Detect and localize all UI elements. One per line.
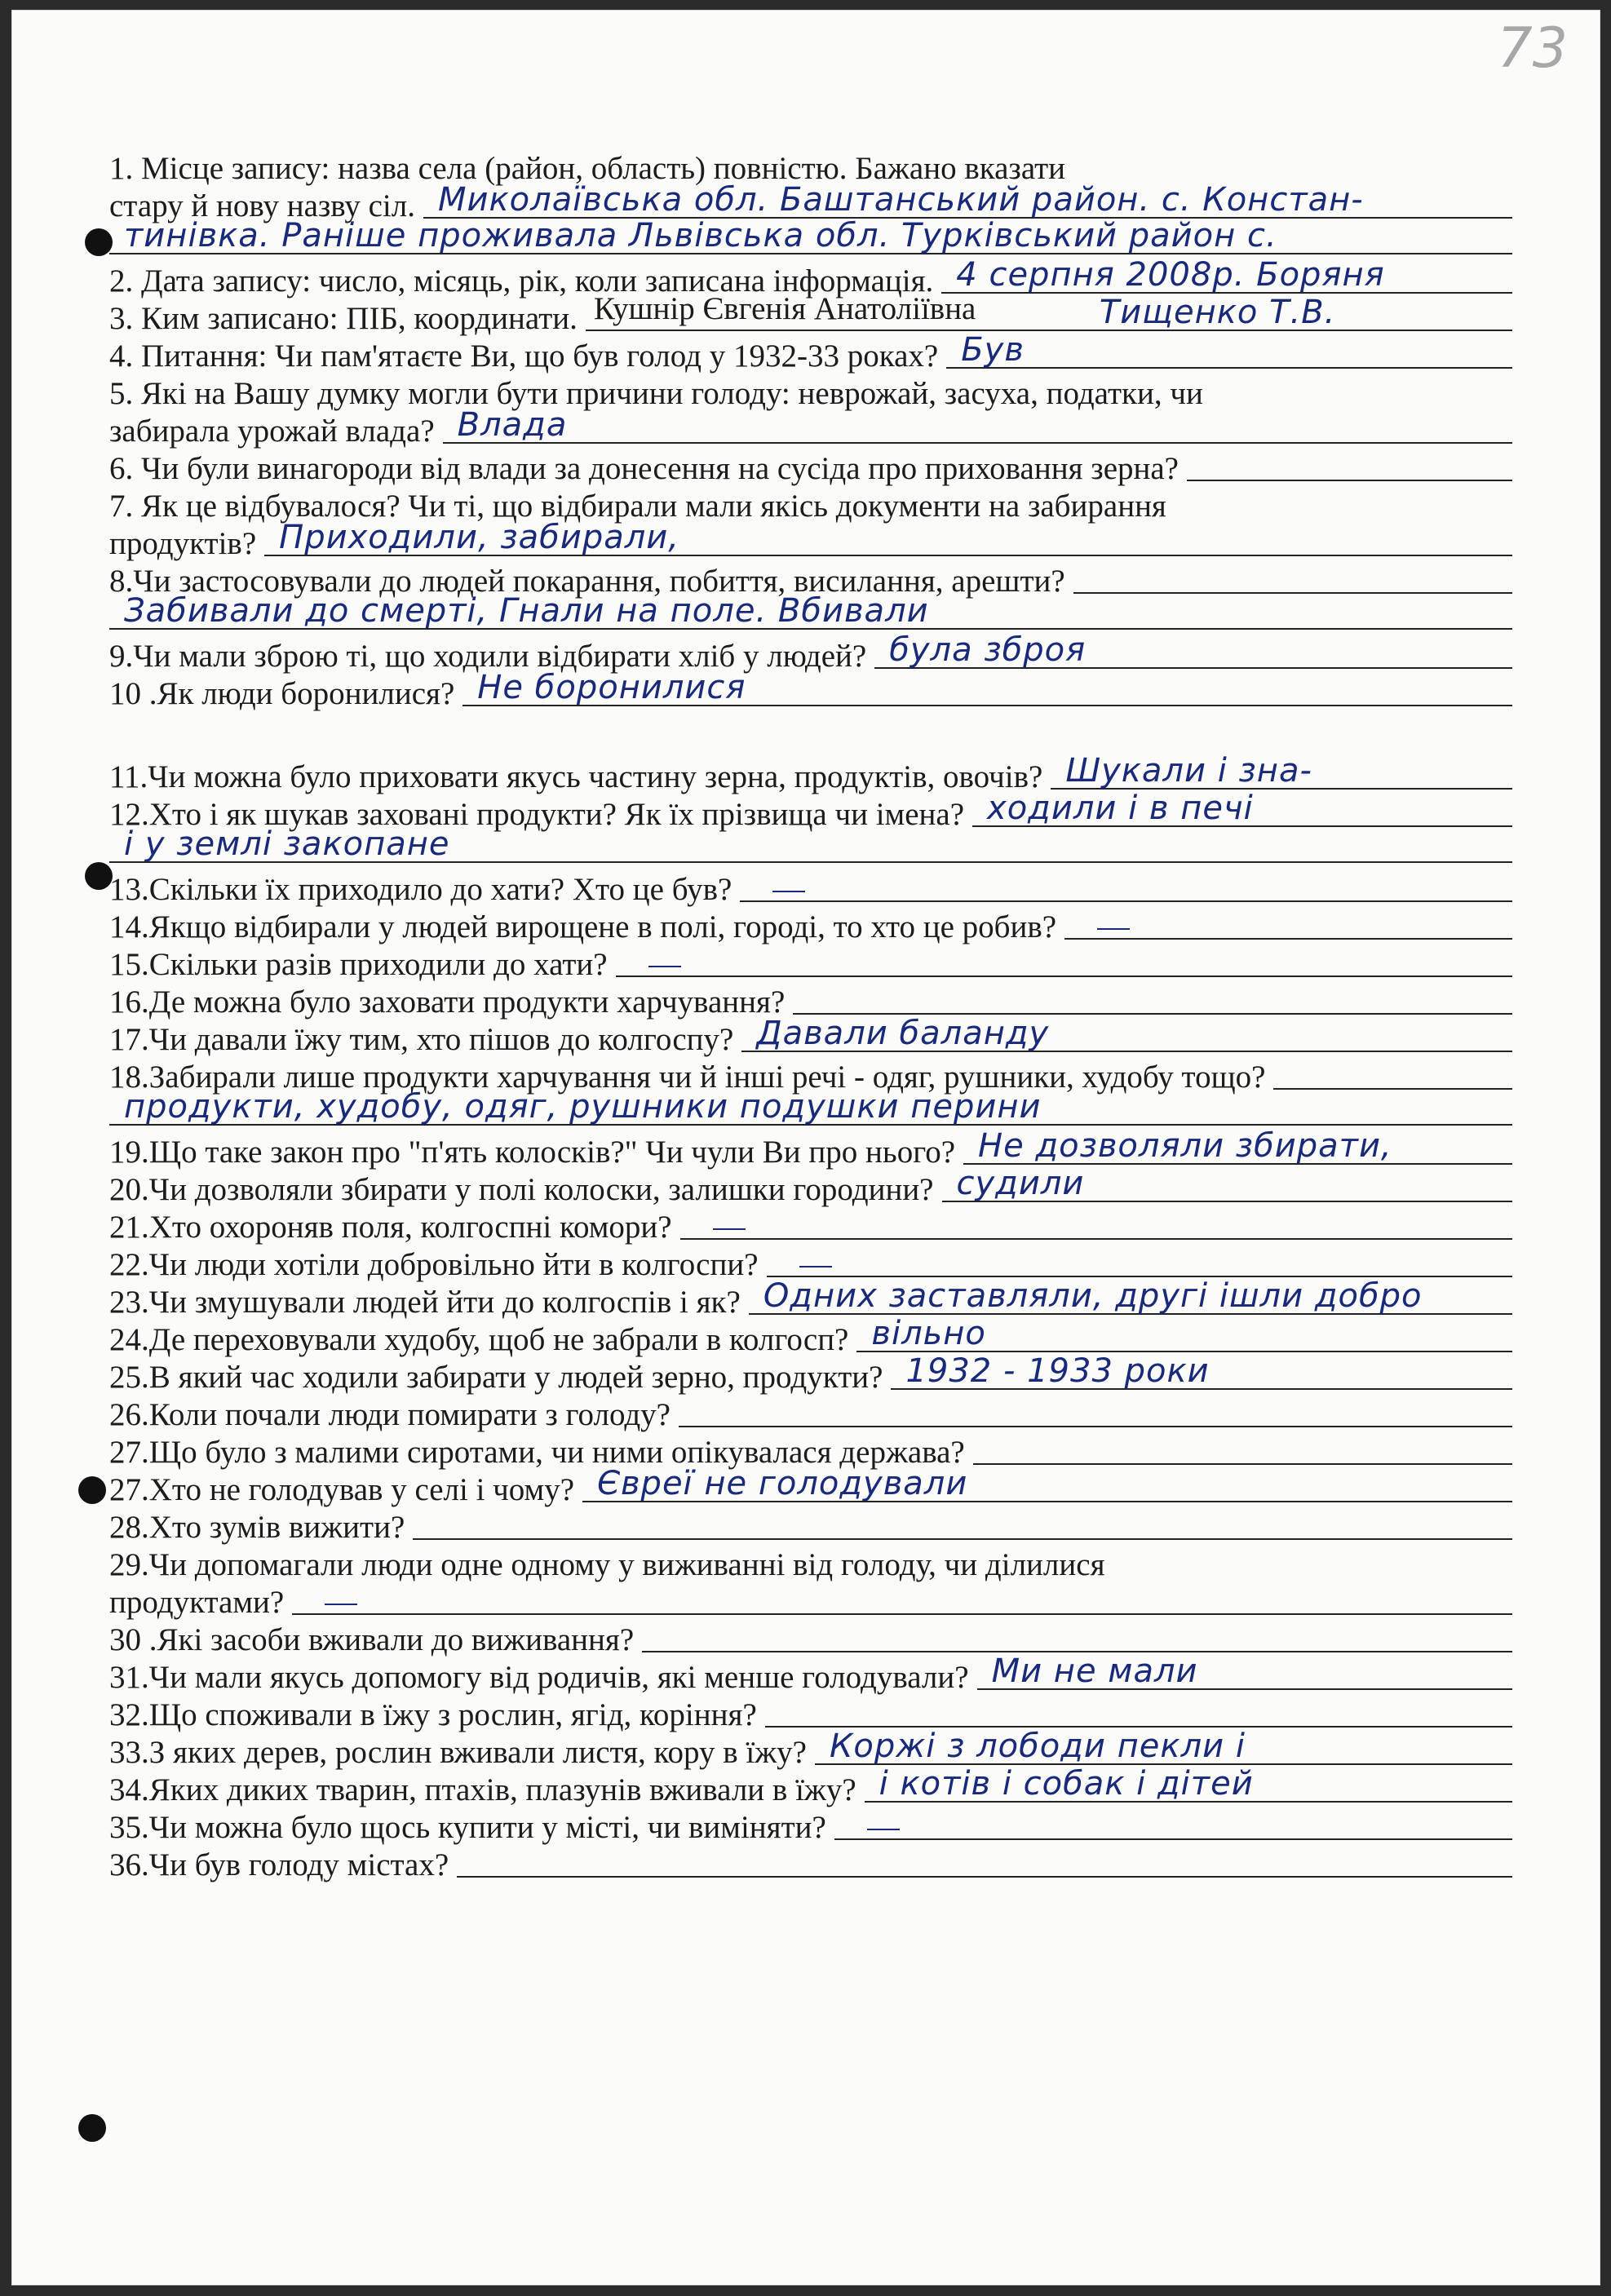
handwritten-answer: Влада — [457, 406, 568, 444]
question-row — [109, 1765, 1512, 1809]
answer-line[interactable] — [679, 1398, 1512, 1427]
question-row — [109, 1509, 1512, 1546]
question-row — [109, 450, 1512, 488]
question-text: 26.Коли почали люди помирати з голоду? — [109, 1397, 671, 1432]
question-text: 30 .Які засоби вживали до виживання? — [109, 1622, 635, 1657]
question-text: 25.В який час ходили забирати у людей зерно, продукти? — [109, 1360, 883, 1395]
question-text: 23.Чи змушували людей йти до колгоспів і як? — [109, 1285, 741, 1320]
question-text: 3. Ким записано: ПІБ, координати. — [109, 301, 578, 336]
answer-line[interactable] — [423, 181, 1512, 219]
handwritten-answer: Давали баланду — [756, 1015, 1050, 1052]
answer-line[interactable] — [942, 1165, 1513, 1202]
answer-line[interactable] — [1051, 752, 1512, 790]
question-row — [109, 1652, 1512, 1697]
handwritten-answer: Тищенко Т.В. — [1099, 294, 1336, 331]
question-row — [109, 1621, 1512, 1659]
answer-line[interactable] — [642, 1623, 1512, 1652]
question-text: стару й нову назву сіл. — [109, 188, 415, 223]
answer-line[interactable] — [793, 985, 1512, 1015]
dash-mark — [867, 1829, 900, 1830]
question-text: 15.Скільки разів приходили до хати? — [109, 947, 608, 982]
question-row — [109, 1697, 1512, 1734]
punch-hole — [85, 862, 113, 890]
question-text: 29.Чи допомагали люди одне одному у виживанні від голоду, чи ділилися — [109, 1547, 1105, 1582]
answer-line[interactable] — [443, 406, 1512, 444]
answer-line[interactable] — [109, 1088, 1512, 1126]
question-row — [109, 1465, 1512, 1509]
punch-hole — [78, 1476, 106, 1504]
question-row — [109, 519, 1512, 563]
handwritten-answer: Не боронилися — [477, 669, 746, 706]
handwritten-answer: Ми не мали — [991, 1652, 1198, 1690]
answer-line[interactable] — [749, 1277, 1512, 1315]
question-row — [109, 1165, 1512, 1209]
answer-line[interactable] — [741, 1015, 1512, 1052]
handwritten-answer: 1932 - 1933 роки — [905, 1352, 1210, 1390]
question-row — [109, 1315, 1512, 1359]
handwritten-answer: Одних заставляли, другі ішли добро — [763, 1277, 1423, 1315]
question-text: 14.Якщо відбирали у людей вирощене в полі, городі, то хто це робив? — [109, 909, 1057, 945]
answer-line[interactable] — [292, 1586, 1512, 1615]
answer-line[interactable] — [963, 1127, 1512, 1165]
question-text: 12.Хто і як шукав заховані продукти? Як їх прізвища чи імена? — [109, 797, 965, 832]
handwritten-answer: Не дозволяли збирати, — [978, 1127, 1392, 1165]
handwritten-answer: і у землі закопане — [124, 825, 450, 863]
punch-hole — [78, 2114, 106, 2142]
question-text: продуктів? — [109, 526, 257, 561]
answer-line[interactable] — [586, 291, 1512, 331]
question-row — [109, 406, 1512, 450]
handwritten-answer: Був — [961, 331, 1025, 369]
handwritten-answer: була зброя — [889, 631, 1087, 669]
answer-line[interactable] — [680, 1210, 1512, 1240]
handwritten-answer: ходили і в печі — [987, 790, 1254, 827]
handwritten-answer: Забивали до смерті, Гнали на поле. Вбивали — [124, 592, 929, 630]
dash-mark — [772, 891, 805, 892]
answer-line[interactable] — [457, 1848, 1512, 1878]
question-row — [109, 1728, 1512, 1772]
question-row — [109, 1546, 1512, 1584]
question-text: продуктами? — [109, 1585, 285, 1620]
question-text: 16.Де можна було заховати продукти харчування? — [109, 984, 786, 1020]
question-row — [109, 1277, 1512, 1321]
question-row — [109, 631, 1512, 675]
answer-line[interactable] — [815, 1728, 1512, 1765]
question-text: 34.Яких диких тварин, птахів, плазунів вживали в їжу? — [109, 1772, 856, 1807]
question-text: 8.Чи застосовували до людей покарання, побиття, висилання, арешти? — [109, 564, 1065, 599]
question-text: 9.Чи мали зброю ті, що ходили відбирати хліб у людей? — [109, 639, 867, 674]
document-sheet — [11, 10, 1600, 2285]
answer-line[interactable] — [977, 1652, 1512, 1690]
punch-hole — [85, 228, 113, 256]
question-row — [109, 1352, 1512, 1396]
answer-line[interactable] — [1073, 564, 1512, 594]
question-row — [109, 946, 1512, 984]
answer-line[interactable] — [856, 1315, 1512, 1352]
question-text: 18.Забирали лише продукти харчування чи й інші речі - одяг, рушники, худобу тощо? — [109, 1060, 1266, 1095]
handwritten-answer: Євреї не голодували — [597, 1465, 968, 1502]
dash-mark — [713, 1228, 746, 1230]
answer-line[interactable] — [946, 331, 1512, 369]
answer-line[interactable] — [972, 790, 1512, 827]
answer-line[interactable] — [874, 631, 1512, 669]
question-text: 4. Питання: Чи пам'ятаєте Ви, що був голод у 1932-33 роках? — [109, 338, 939, 374]
handwritten-answer: Миколаївська обл. Баштанський район. с. Констан- — [437, 181, 1364, 219]
answer-line[interactable] — [767, 1248, 1512, 1277]
handwritten-answer: тинівка. Раніше проживала Львівська обл. Турківський район с. — [124, 217, 1277, 254]
answer-line[interactable] — [109, 217, 1512, 254]
answer-line[interactable] — [264, 519, 1512, 556]
answer-line[interactable] — [462, 669, 1512, 706]
answer-line[interactable] — [834, 1811, 1512, 1840]
handwritten-answer: 4 серпня 2008р. Боряня — [956, 256, 1385, 294]
question-text: 28.Хто зумів вижити? — [109, 1510, 405, 1545]
answer-line[interactable] — [109, 825, 1512, 863]
question-row — [109, 909, 1512, 946]
question-text: 10 .Як люди боронилися? — [109, 676, 455, 711]
question-row — [109, 291, 1512, 338]
question-text: 22.Чи люди хотіли добровільно йти в колгоспи? — [109, 1247, 759, 1282]
question-row — [109, 1584, 1512, 1621]
question-row — [109, 1209, 1512, 1246]
questionnaire — [109, 150, 1512, 1884]
question-row — [109, 825, 1512, 871]
question-text: 17.Чи давали їжу тим, хто пішов до колгоспу? — [109, 1022, 734, 1057]
question-row — [109, 669, 1512, 713]
question-row — [109, 1396, 1512, 1434]
handwritten-answer: Шукали і зна- — [1065, 752, 1312, 790]
handwritten-answer: і котів і собак і дітей — [879, 1765, 1254, 1803]
question-text: 19.Що таке закон про "п'ять колосків?" Чи чули Ви про нього? — [109, 1135, 956, 1170]
answer-line[interactable] — [891, 1352, 1512, 1390]
question-text: 33.З яких дерев, рослин вживали листя, кору в їжу? — [109, 1735, 807, 1770]
question-text: 36.Чи був голоду містах? — [109, 1847, 449, 1882]
question-row — [109, 1847, 1512, 1884]
handwritten-answer: вільно — [871, 1315, 986, 1352]
dash-mark — [648, 966, 681, 967]
answer-line[interactable] — [765, 1698, 1512, 1728]
question-text: 31.Чи мали якусь допомогу від родичів, які менше голодували? — [109, 1660, 969, 1695]
answer-line[interactable] — [616, 948, 1512, 977]
dash-mark — [799, 1266, 832, 1267]
answer-line[interactable] — [865, 1765, 1512, 1803]
question-row — [109, 1015, 1512, 1059]
handwritten-answer: Приходили, забирали, — [279, 519, 680, 556]
typed-name: Кушнір Євгенія Анатоліївна — [593, 291, 976, 326]
question-text: 7. Як це відбувалося? Чи ті, що відбирали мали якісь документи на забирання — [109, 489, 1166, 524]
dash-mark — [325, 1604, 357, 1605]
handwritten-answer: продукти, худобу, одяг, рушники подушки перини — [124, 1088, 1042, 1126]
question-text: 5. Які на Вашу думку могли бути причини голоду: неврожай, засуха, податки, чи — [109, 376, 1203, 411]
question-row — [109, 1127, 1512, 1171]
answer-line[interactable] — [582, 1465, 1512, 1502]
answer-line[interactable] — [413, 1511, 1512, 1540]
question-text: 1. Місце запису: назва села (район, область) повністю. Бажано вказати — [109, 151, 1066, 186]
question-text: 13.Скільки їх приходило до хати? Хто це був? — [109, 872, 732, 907]
answer-line[interactable] — [740, 873, 1512, 902]
dash-mark — [1097, 928, 1130, 930]
question-text: 2. Дата запису: число, місяць, рік, коли записана інформація. — [109, 263, 934, 299]
question-text: 32.Що споживали в їжу з рослин, ягід, коріння? — [109, 1697, 757, 1732]
handwritten-answer: Коржі з лободи пекли і — [829, 1728, 1246, 1765]
question-row — [109, 592, 1512, 638]
handwritten-answer: судили — [956, 1165, 1085, 1202]
question-text: 27.Що було з малими сиротами, чи ними опікувалася держава? — [109, 1435, 965, 1470]
question-text: 21.Хто охороняв поля, колгоспні комори? — [109, 1210, 672, 1245]
answer-line[interactable] — [109, 592, 1512, 630]
question-text: 24.Де переховували худобу, щоб не забрали в колгосп? — [109, 1322, 849, 1357]
question-row — [109, 1809, 1512, 1847]
answer-line[interactable] — [1064, 910, 1512, 940]
answer-line[interactable] — [1273, 1060, 1512, 1090]
question-text: 6. Чи були винагороди від влади за донесення на сусіда про приховання зерна? — [109, 451, 1179, 486]
question-text: 20.Чи дозволяли збирати у полі колоски, залишки городини? — [109, 1172, 934, 1207]
question-row — [109, 752, 1512, 796]
answer-line[interactable] — [973, 1436, 1512, 1465]
page-number: 73 — [1497, 16, 1568, 81]
question-row — [109, 331, 1512, 375]
answer-line[interactable] — [1187, 452, 1512, 481]
answer-line[interactable] — [941, 256, 1512, 294]
question-row — [109, 375, 1512, 413]
question-text: 35.Чи можна було щось купити у місті, чи виміняти? — [109, 1810, 826, 1845]
question-text: забирала урожай влада? — [109, 414, 435, 449]
question-text: 11.Чи можна було приховати якусь частину зерна, продуктів, овочів? — [109, 759, 1043, 794]
question-row — [109, 871, 1512, 909]
question-text: 27.Хто не голодував у селі і чому? — [109, 1472, 575, 1507]
